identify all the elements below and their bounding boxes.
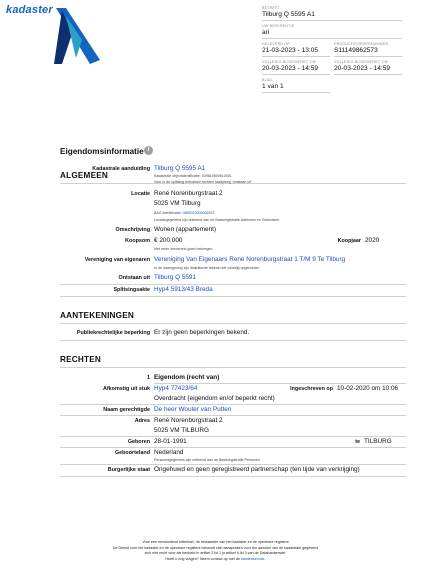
kadaster-logo-text: kadaster bbox=[6, 4, 53, 16]
vve-label: Vereniging van eigenaren bbox=[84, 257, 150, 263]
divider bbox=[60, 340, 406, 341]
meta-productieorder bbox=[334, 42, 402, 57]
adres-line-1: René Norenburgstraat 2 bbox=[154, 417, 223, 424]
meta-label: PRODUCTIEORDERNUMMER bbox=[334, 42, 389, 46]
te-label: te bbox=[355, 439, 360, 445]
divider bbox=[60, 476, 406, 477]
divider bbox=[60, 404, 406, 405]
adres-label: Adres bbox=[134, 418, 150, 424]
ontstaan-label: Ontstaan uit bbox=[118, 275, 150, 281]
section-heading-rechten: RECHTEN bbox=[60, 355, 101, 364]
afkomstig-label: Afkomstig uit stuk bbox=[102, 386, 150, 392]
section-heading-algemeen: ALGEMEEN bbox=[60, 171, 108, 180]
meta-blad bbox=[262, 78, 330, 93]
meta-value: ari bbox=[262, 29, 270, 36]
afkomstig-link[interactable]: Hyp4 77423/64 bbox=[154, 385, 198, 392]
kadastrale-aanduiding-label: Kadastrale aanduiding bbox=[92, 166, 150, 172]
meta-betreft bbox=[262, 6, 402, 21]
footer-line-4-prefix: Heeft u nog vragen? Neem contact op met de bbox=[165, 556, 242, 561]
meta-label: BETREFT bbox=[262, 6, 280, 10]
koopsom-value: € 200.000 bbox=[154, 237, 183, 244]
kadastrale-note-2: Voor in de splitsing betrokken rechten raadpleeg 'ontstaan uit' bbox=[154, 180, 252, 184]
naam-link[interactable]: De heer Wouter van Putten bbox=[154, 406, 232, 413]
meta-referentie bbox=[262, 24, 402, 39]
recht-number: 1 bbox=[147, 375, 150, 381]
te-value: TILBURG bbox=[364, 438, 392, 445]
burgerlijke-staat-value: Ongehuwd en geen geregistreerd partnerschap (ten tijde van verkrijging) bbox=[154, 466, 360, 473]
omschrijving-value: Wonen (appartement) bbox=[154, 226, 217, 233]
meta-label: GELEVERD OP bbox=[262, 42, 290, 46]
meta-bijgewerkt-1 bbox=[262, 60, 330, 75]
meta-value: S11149862573 bbox=[334, 47, 378, 54]
page-title: Eigendomsinformatie bbox=[60, 147, 144, 156]
footer-line-4 bbox=[60, 557, 371, 563]
ingeschreven-label: Ingeschreven op bbox=[290, 386, 333, 392]
locatie-line-2: 5025 VM Tilburg bbox=[154, 200, 201, 207]
divider bbox=[60, 415, 406, 416]
meta-label: BLAD bbox=[262, 78, 273, 82]
divider bbox=[60, 367, 406, 368]
divider bbox=[154, 383, 406, 384]
meta-label: VOLLEDIG BIJGEWERKT T/M bbox=[262, 60, 316, 64]
koopsom-note: Met meer onroerend goed verkregen bbox=[154, 247, 213, 251]
meta-label: VOLLEDIG BIJGEWERKT T/M bbox=[334, 60, 388, 64]
section-heading-aantekeningen: AANTEKENINGEN bbox=[60, 311, 135, 320]
kadastrale-aanduiding-link[interactable]: Tilburg Q 5595 A1 bbox=[154, 165, 206, 172]
koopjaar-value: 2020 bbox=[365, 237, 380, 244]
geboorteland-value: Nederland bbox=[154, 449, 184, 456]
splitsingsakte-label: Splitsingsakte bbox=[113, 287, 150, 293]
ontstaan-link[interactable]: Tilburg Q 5591 bbox=[154, 274, 197, 281]
geboren-label: Geboren bbox=[127, 439, 150, 445]
divider bbox=[60, 436, 406, 437]
vve-note: In de naamgeving zijn diakritische tekens niet volledig opgenomen bbox=[154, 266, 260, 270]
vve-link[interactable]: Vereniging Van Eigenaars Rene Norenburgstraat 1 T/M 9 Te Tilburg bbox=[154, 256, 346, 263]
bag-identificatie bbox=[154, 211, 215, 216]
bag-prefix: BAG identificatie: bbox=[154, 211, 183, 215]
meta-label: UW REFERENTIE bbox=[262, 24, 295, 28]
naam-label: Naam gerechtigde bbox=[103, 407, 150, 413]
divider bbox=[60, 323, 406, 324]
divider bbox=[60, 464, 406, 465]
geboren-value: 28-01-1991 bbox=[154, 438, 187, 445]
kadastrale-note-1: Kadastrale objectidentificatie: 009810500610001 bbox=[154, 174, 232, 178]
burgerlijke-staat-label: Burgerlijke staat bbox=[107, 467, 150, 473]
ingeschreven-value: 10-02-2020 om 10:06 bbox=[337, 385, 399, 392]
publiekrechtelijke-label: Publiekrechtelijke beperking bbox=[76, 330, 150, 336]
meta-geleverd bbox=[262, 42, 330, 57]
publiekrechtelijke-value: Er zijn geen beperkingen bekend. bbox=[154, 329, 250, 336]
adres-line-2: 5025 VM TILBURG bbox=[154, 427, 209, 434]
overdracht-text: Overdracht (eigendom en/of beperkt recht) bbox=[154, 395, 275, 402]
locatie-line-1: René Norenburgstraat 2 bbox=[154, 190, 223, 197]
divider bbox=[60, 284, 406, 285]
divider bbox=[60, 447, 406, 448]
footer-line-1: Voor een eensluidend uittreksel, de bewaarder van het kadaster en de openbare registers bbox=[142, 540, 289, 544]
footer-line-3: zich niet recht voor als bedoeld in artikel 2 lid 1 jo artikel 6 lid 3 van de Databankenwet. bbox=[144, 551, 287, 556]
locatie-label: Locatie bbox=[131, 191, 150, 197]
locatie-note-2: Locatiegegevens zijn ontleend aan de Basisregistratie Adressen en Gebouwen bbox=[154, 218, 280, 222]
koopjaar-label: Koopjaar bbox=[337, 238, 361, 244]
geboorteland-label: Geboorteland bbox=[114, 450, 150, 456]
meta-value: 20-03-2023 - 14:59 bbox=[334, 65, 391, 72]
persoons-note: Persoonsgegevens zijn ontleend aan de Basisregistratie Personen bbox=[154, 458, 260, 462]
footer bbox=[60, 540, 371, 562]
info-icon[interactable]: i bbox=[144, 146, 153, 155]
meta-value: 21-03-2023 - 13:05 bbox=[262, 47, 319, 54]
footer-line-2: De Dienst voor het kadaster en de openbare registers behoudt zich aanspraken voor ten aanzien van de kadastrale gegevens bbox=[112, 545, 319, 550]
divider bbox=[60, 296, 406, 297]
meta-value: 20-03-2023 - 14:59 bbox=[262, 65, 319, 72]
meta-value: 1 van 1 bbox=[262, 83, 284, 90]
meta-value: Tilburg Q 5595 A1 bbox=[262, 11, 315, 18]
splitsingsakte-link[interactable]: Hyp4 5913/43 Breda bbox=[154, 286, 213, 293]
omschrijving-label: Omschrijving bbox=[115, 227, 150, 233]
kadaster-logo-icon bbox=[52, 8, 102, 64]
meta-bijgewerkt-2 bbox=[334, 60, 402, 75]
klantenservice-link[interactable]: klantenservice. bbox=[241, 556, 266, 561]
recht-type: Eigendom (recht van) bbox=[154, 374, 220, 381]
bag-link[interactable]: 0855010000052913 bbox=[182, 211, 215, 215]
koopsom-label: Koopsom bbox=[125, 238, 150, 244]
